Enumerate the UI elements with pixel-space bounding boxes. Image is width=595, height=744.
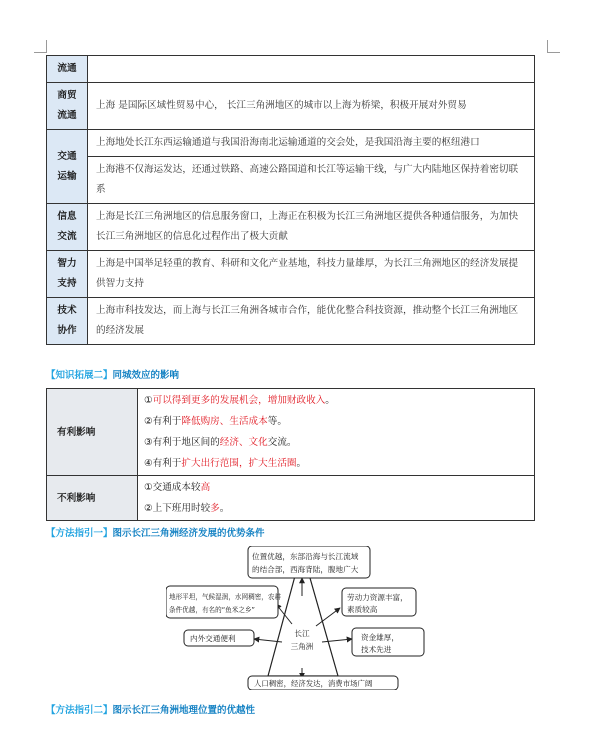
- impact-text: ①: [144, 395, 153, 406]
- crop-mark: [34, 40, 47, 53]
- impact-item: [144, 432, 528, 453]
- impact-item: [144, 477, 528, 498]
- section-title: 同城效应的影响: [112, 370, 180, 381]
- crop-mark: [547, 40, 560, 53]
- section-heading-knowledge-2: [46, 367, 179, 381]
- row-content: 上海是长江三角洲地区的信息服务窗口，上海正在积极为长江三角洲地区提供各种通信服务，为加快长江三角洲地区的信息化过程作出了极大贡献: [88, 204, 535, 251]
- arrow-right: [322, 639, 352, 642]
- section-bracket: 【方法指引二】: [46, 705, 113, 716]
- table-row: [47, 204, 535, 251]
- section-bracket: 【知识拓展二】: [46, 370, 113, 381]
- row-label: 智力支持: [47, 251, 88, 298]
- row-label: 技术协作: [47, 298, 88, 345]
- table-row: [47, 83, 535, 130]
- box-labor-line2: 素质较高: [347, 605, 378, 614]
- unfavorable-content: [138, 476, 535, 521]
- favorable-label: 有利影响: [47, 389, 138, 476]
- table-row: [47, 130, 535, 157]
- table-row: [47, 251, 535, 298]
- impact-highlight: 扩大出行范围，扩大生活圈: [181, 458, 297, 469]
- favorable-content: [138, 389, 535, 476]
- impact-item: [144, 390, 528, 411]
- row-content: 上海 是国际区域性贸易中心， 长江三角洲地区的城市以上海为桥梁，积极开展对外贸易: [88, 83, 535, 130]
- row-content: [88, 56, 535, 83]
- section-bracket: 【方法指引一】: [46, 528, 113, 539]
- impact-text: ①交通成本较: [144, 482, 201, 493]
- impact-item: [144, 411, 528, 432]
- impact-text: 等。: [267, 416, 287, 427]
- row-label: 流通: [47, 56, 88, 83]
- impact-text: ④有利于: [144, 458, 182, 469]
- box-location-line1: 位置优越，东部沿海与长江流域: [252, 552, 359, 561]
- impact-highlight: 高: [200, 482, 211, 493]
- impact-text: ③有利于地区间的: [144, 437, 220, 448]
- impact-item: [144, 453, 528, 474]
- section-title: 图示长江三角洲经济发展的优势条件: [112, 528, 265, 539]
- center-label-line1: 长江: [294, 629, 310, 638]
- box-labor-line1: 劳动力资源丰富，: [347, 593, 408, 602]
- row-content: 上海市科技发达，而上海与长江三角洲各城市合作，能优化整合科技资源，推动整个长江三角洲地区的经济发展: [88, 298, 535, 345]
- row-content: 上海港不仅海运发达，还通过铁路、高速公路国道和长江等运输干线，与广大内陆地区保持着密切联系: [88, 157, 535, 204]
- table-row: [47, 476, 535, 521]
- box-capital-line1: 资金雄厚，: [361, 633, 399, 642]
- table-row: [47, 157, 535, 204]
- section-heading-method-2: [46, 702, 255, 716]
- impact-highlight: 经济、文化: [219, 437, 268, 448]
- impact-highlight: 可以得到更多的发展机会，增加财政收入: [152, 395, 326, 406]
- impact-text: 。: [219, 503, 230, 514]
- shanghai-role-table: [46, 55, 535, 345]
- box-transport-text: 内外交通便利: [190, 634, 236, 643]
- impact-highlight: 降低购房、生活成本: [181, 416, 268, 427]
- table-row: [47, 298, 535, 345]
- unfavorable-label: 不利影响: [47, 476, 138, 521]
- impact-text: 。: [325, 395, 335, 406]
- same-city-effect-table: [46, 388, 535, 521]
- impact-text: ②上下班用时较: [144, 503, 211, 514]
- section-title: 图示长江三角洲地理位置的优越性: [112, 705, 256, 716]
- advantage-diagram: [166, 546, 444, 690]
- impact-text: 。: [296, 458, 307, 469]
- box-terrain-line1: 地形平坦，气候湿润，水网稠密，农耕: [169, 593, 282, 601]
- box-terrain-line2: 条件优越，有名的“鱼米之乡”: [169, 606, 255, 614]
- row-label: 交通运输: [47, 130, 88, 204]
- center-label-line2: 三角洲: [290, 642, 314, 651]
- box-location-line2: 的结合部，西海背陆，腹地广大: [252, 565, 359, 574]
- box-capital-line2: 技术先进: [361, 645, 392, 654]
- table-row: [47, 56, 535, 83]
- row-content: 上海是中国举足轻重的教育、科研和文化产业基地，科技力量雄厚，为长江三角洲地区的经济发展提供智力支持: [88, 251, 535, 298]
- section-heading-method-1: [46, 525, 265, 539]
- impact-item: [144, 498, 528, 519]
- impact-highlight: 多: [210, 503, 220, 514]
- impact-text: 交流。: [267, 437, 297, 448]
- row-content: 上海地处长江东西运输通道与我国沿海南北运输通道的交会处，是我国沿海主要的枢纽港口: [88, 130, 535, 157]
- row-label: 信息交流: [47, 204, 88, 251]
- box-market-text: 人口稠密，经济发达，消费市场广阔: [254, 679, 373, 688]
- row-label: 商贸流通: [47, 83, 88, 130]
- table-row: [47, 389, 535, 476]
- impact-text: ②有利于: [144, 416, 182, 427]
